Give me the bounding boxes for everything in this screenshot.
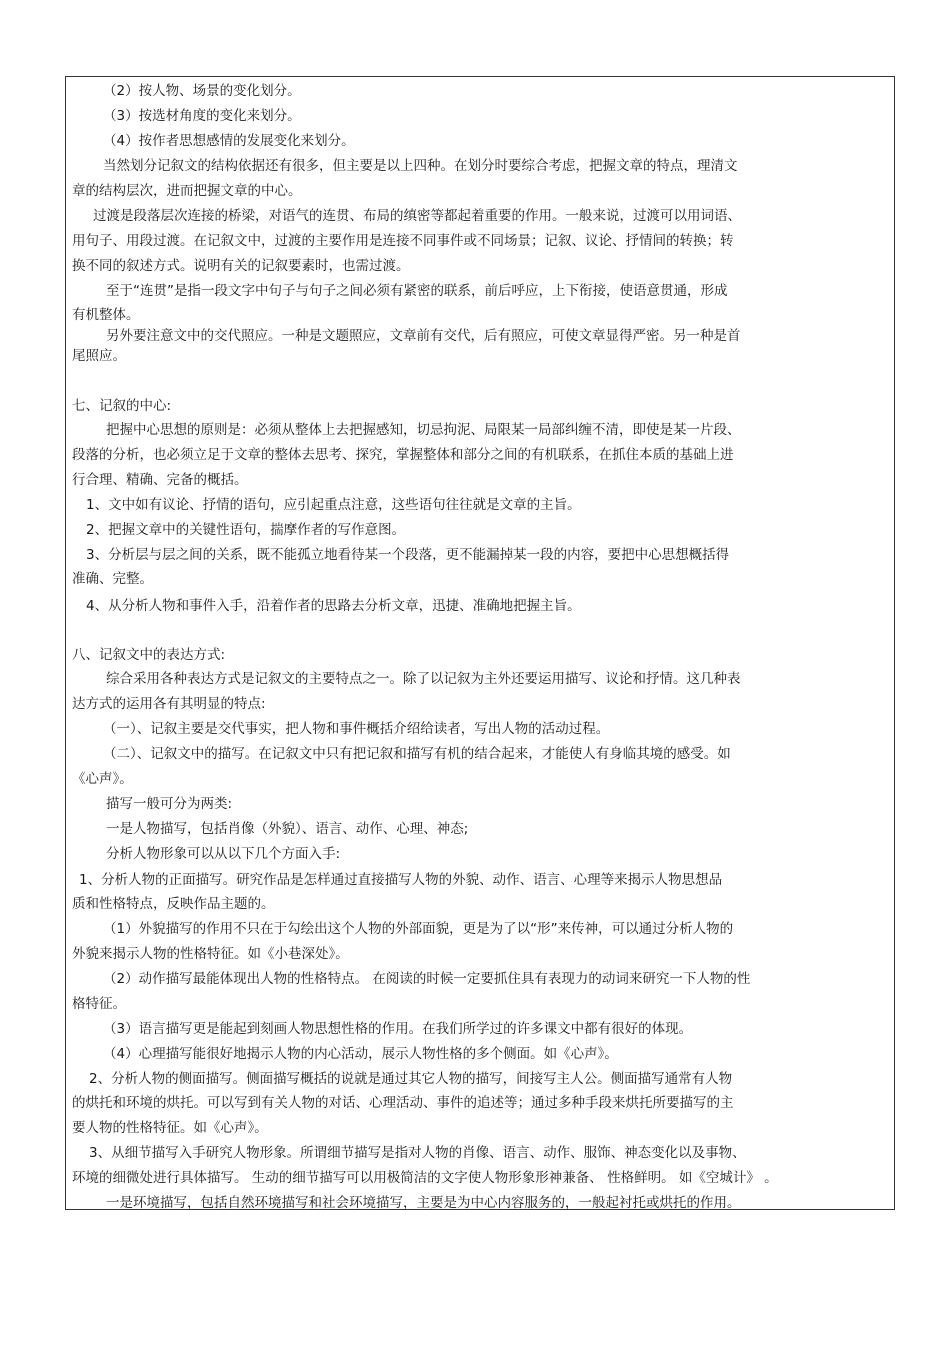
text-line: 的烘托和环境的烘托。可以写到有关人物的对话、心理活动、事件的追述等；通过多种手段来烘托所要描写的主 (72, 1095, 734, 1111)
text-line: 2、把握文章中的关键性语句，揣摩作者的写作意图。 (86, 522, 406, 538)
text-line: 4、从分析人物和事件入手，沿着作者的思路去分析文章，迅捷、准确地把握主旨。 (86, 598, 581, 614)
text-line: 换不同的叙述方式。说明有关的记叙要素时，也需过渡。 (72, 258, 410, 274)
text-line: （4）按作者思想感情的发展变化来划分。 (103, 133, 355, 149)
text-line: 要人物的性格特征。如《心声》。 (72, 1120, 268, 1136)
text-line: 1、分析人物的正面描写。研究作品是怎样通过直接描写人物的外貌、动作、语言、心理等来揭示人物思想品 (79, 872, 723, 888)
text-line: 一是环境描写，包括自然环境描写和社会环境描写，主要是为中心内容服务的，一般起衬托或烘托的作用。 (106, 1195, 741, 1211)
text-line: （3）语言描写更是能起到刻画人物思想性格的作用。在我们所学过的许多课文中都有很好的体现。 (103, 1021, 693, 1037)
text-line: 把握中心思想的原则是：必须从整体上去把握感知，切忌拘泥、局限某一局部纠缠不清，即使是某一片段、 (106, 422, 741, 438)
text-line: 行合理、精确、完备的概括。 (72, 472, 248, 488)
text-line: 章的结构层次，进而把握文章的中心。 (72, 183, 302, 199)
text-line: 质和性格特点，反映作品主题的。 (72, 896, 275, 912)
text-line: （4）心理描写能很好地揭示人物的内心活动，展示人物性格的多个侧面。如《心声》。 (103, 1046, 618, 1062)
text-line: （2）动作描写最能体现出人物的性格特点。 在阅读的时候一定要抓住具有表现力的动词来研究一下人物的性 (103, 971, 751, 987)
text-line: 描写一般可分为两类: (106, 796, 233, 812)
text-line: 3、分析层与层之间的关系，既不能孤立地看待某一个段落，更不能漏掉某一段的内容，要把中心思想概括得 (86, 547, 730, 563)
text-line: 分析人物形象可以从以下几个方面入手: (106, 846, 341, 862)
text-line: （1）外貌描写的作用不只在于勾绘出这个人物的外部面貌，更是为了以“形”来传神，可以通过分析人物的 (103, 921, 734, 937)
text-line: 环境的细微处进行具体描写。 生动的细节描写可以用极简洁的文字使人物形象形神兼备、 性格鲜明。 如《空城计》 。 (72, 1170, 778, 1186)
text-line: 一是人物描写，包括肖像（外貌）、语言、动作、心理、神态; (106, 821, 469, 837)
text-line: 3、从细节描写入手研究人物形象。所谓细节描写是指对人物的肖像、语言、动作、服饰、神态变化以及事物、 (89, 1145, 746, 1161)
text-line: 过渡是段落层次连接的桥梁，对语气的连贯、布局的缜密等都起着重要的作用。一般来说，过渡可以用词语、 (93, 208, 741, 224)
text-line: 当然划分记叙文的结构依据还有很多，但主要是以上四种。在划分时要综合考虑，把握文章的特点，理清文 (103, 158, 738, 174)
text-line: 达方式的运用各有其明显的特点: (72, 696, 266, 712)
section-heading: 七、记叙的中心: (72, 398, 172, 414)
text-line: （2）按人物、场景的变化划分。 (103, 83, 301, 99)
text-line: 综合采用各种表达方式是记叙文的主要特点之一。除了以记叙为主外还要运用描写、议论和抒情。这几种表 (106, 671, 741, 687)
text-line: 另外要注意文中的交代照应。一种是文题照应，文章前有交代，后有照应，可使文章显得严密。另一种是首 (106, 328, 741, 344)
text-line: 准确、完整。 (72, 571, 153, 587)
text-line: （一）、记叙主要是交代事实，把人物和事件概括介绍给读者，写出人物的活动过程。 (103, 721, 610, 737)
text-line: 《心声》。 (72, 771, 133, 787)
text-line: 尾照应。 (72, 348, 126, 364)
text-line: 格特征。 (72, 996, 126, 1012)
text-line: （二）、记叙文中的描写。在记叙文中只有把记叙和描写有机的结合起来，才能使人有身临其境的感受。如 (103, 746, 731, 762)
text-line: 段落的分析，也必须立足于文章的整体去思考、探究，掌握整体和部分之间的有机联系，在抓住本质的基础上进 (72, 447, 734, 463)
text-line: 用句子、用段过渡。在记叙文中，过渡的主要作用是连接不同事件或不同场景；记叙、议论、抒情间的转换；转 (72, 233, 734, 249)
text-line: 有机整体。 (72, 307, 140, 323)
text-line: 外貌来揭示人物的性格特征。如《小巷深处》。 (72, 946, 349, 962)
section-heading: 八、记叙文中的表达方式: (72, 647, 226, 663)
text-line: 2、分析人物的侧面描写。侧面描写概括的说就是通过其它人物的描写，间接写主人公。侧面描写通常有人物 (89, 1071, 733, 1087)
text-line: 至于“连贯”是指一段文字中句子与句子之间必须有紧密的联系，前后呼应，上下衔接，使语意贯通，形成 (106, 283, 728, 299)
text-line: 1、文中如有议论、抒情的语句，应引起重点注意，这些语句往往就是文章的主旨。 (86, 497, 581, 513)
text-line: （3）按选材角度的变化来划分。 (103, 108, 301, 124)
